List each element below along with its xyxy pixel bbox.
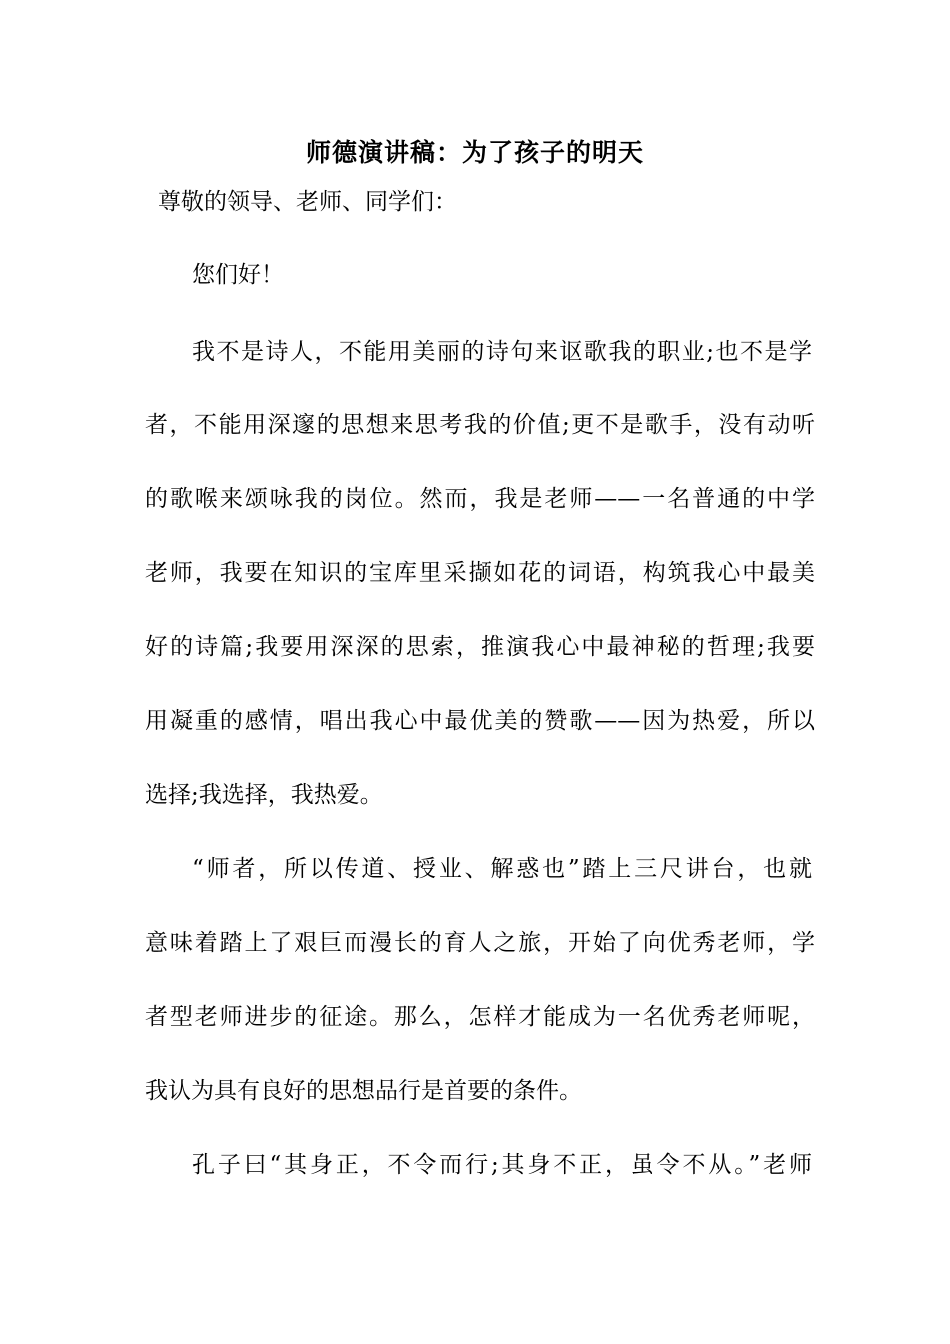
- paragraph-2-line-3: 者型老师进步的征途。那么，怎样才能成为一名优秀老师呢，: [145, 1004, 815, 1030]
- salutation: 尊敬的领导、老师、同学们：: [158, 189, 457, 215]
- paragraph-2-line-4: 我认为具有良好的思想品行是首要的条件。: [145, 1078, 582, 1104]
- paragraph-1-line-2: 者，不能用深邃的思想来思考我的价值;更不是歌手，没有动听: [145, 412, 815, 438]
- paragraph-2-line-2: 意味着踏上了艰巨而漫长的育人之旅，开始了向优秀老师，学: [145, 930, 815, 956]
- paragraph-3-line-1: 孔子曰“其身正，不令而行;其身不正，虽令不从。”老师: [192, 1152, 812, 1178]
- paragraph-1-line-6: 用凝重的感情，唱出我心中最优美的赞歌——因为热爱，所以: [145, 708, 815, 734]
- paragraph-2-line-1: “师者，所以传道、授业、解惑也”踏上三尺讲台，也就: [192, 856, 812, 882]
- paragraph-1-line-4: 老师，我要在知识的宝库里采撷如花的词语，构筑我心中最美: [145, 560, 815, 586]
- paragraph-1-line-1: 我不是诗人，不能用美丽的诗句来讴歌我的职业;也不是学: [192, 339, 812, 365]
- paragraph-1-line-7: 选择;我选择，我热爱。: [145, 782, 383, 808]
- document-title: 师德演讲稿：为了孩子的明天: [305, 138, 644, 167]
- paragraph-1-line-5: 好的诗篇;我要用深深的思索，推演我心中最神秘的哲理;我要: [145, 634, 815, 660]
- greeting: 您们好！: [192, 262, 284, 288]
- paragraph-1-line-3: 的歌喉来颂咏我的岗位。然而，我是老师——一名普通的中学: [145, 486, 815, 512]
